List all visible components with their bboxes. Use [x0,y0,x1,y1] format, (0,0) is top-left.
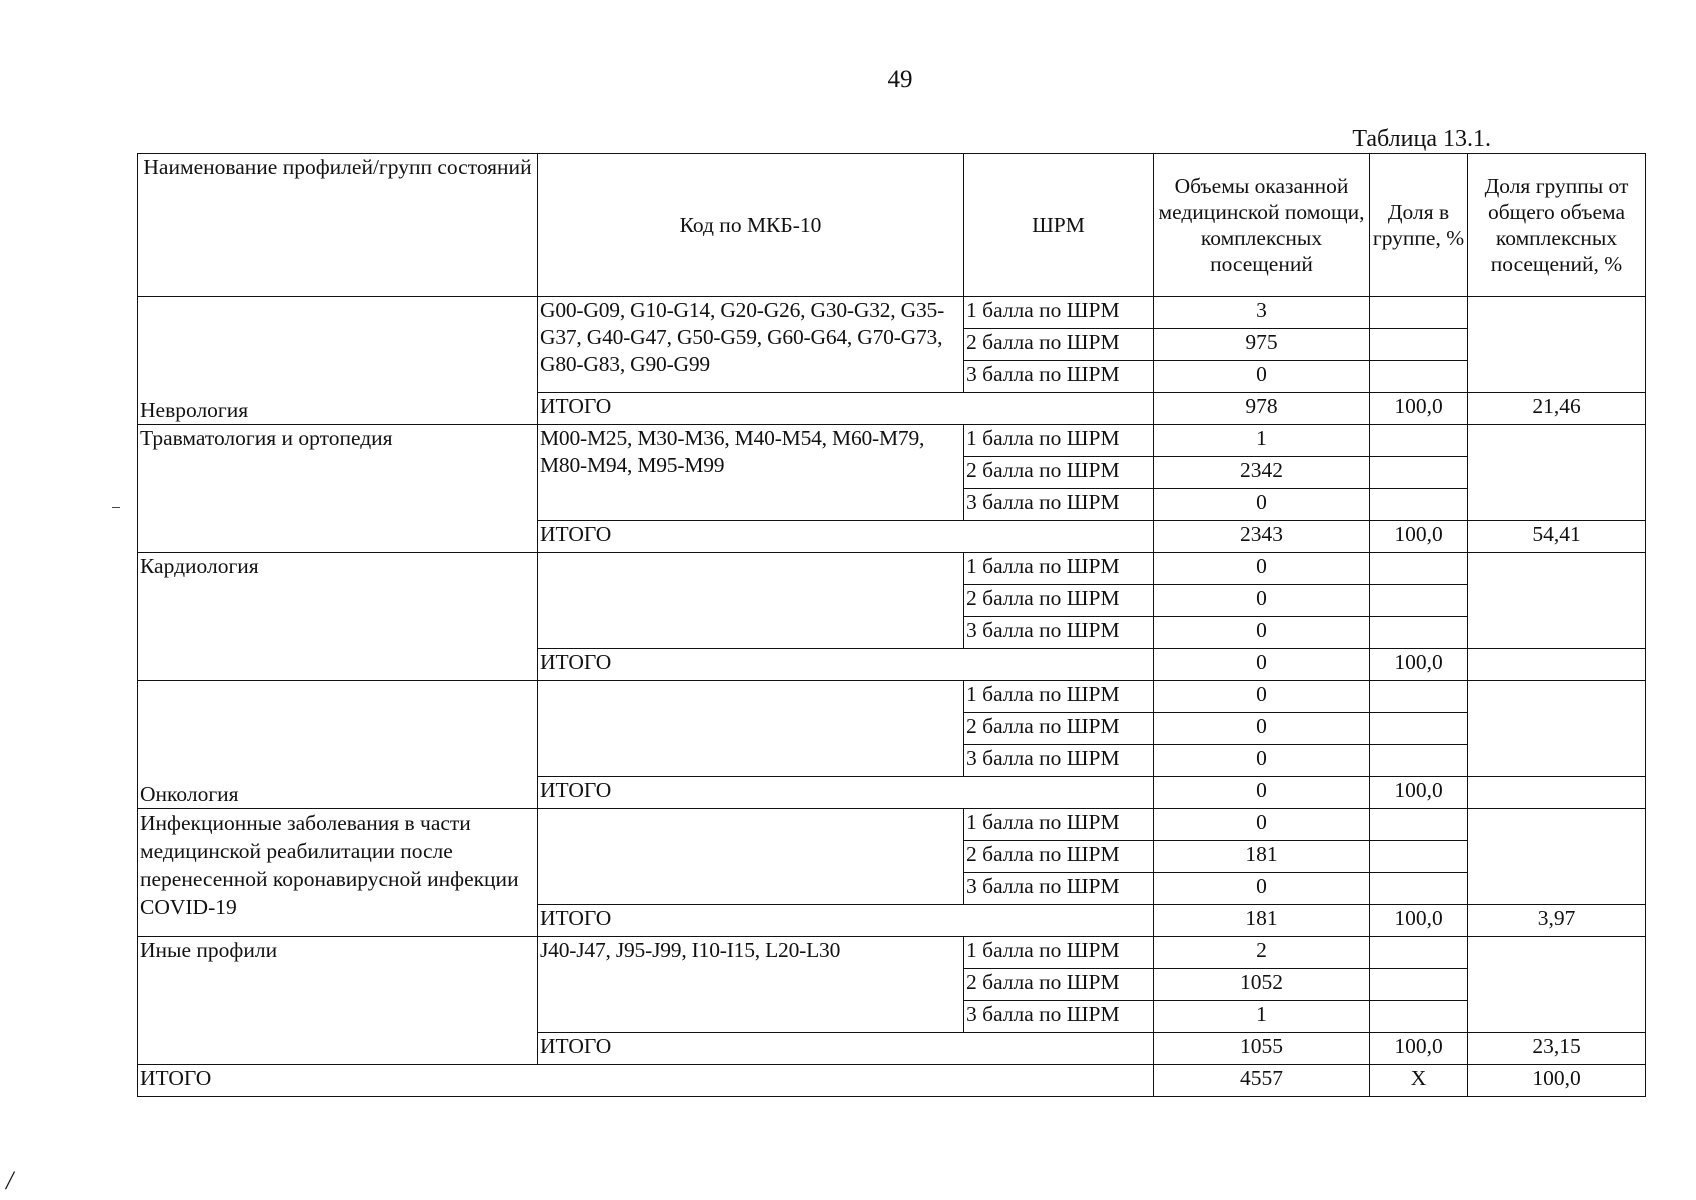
share-group-cell [1370,681,1468,713]
volume-cell: 2 [1154,937,1370,969]
icd-code-cell: M00-M25, M30-M36, M40-M54, M60-M79, M80-M94, M95-M99 [538,425,964,521]
grand-total-row [138,1065,1646,1097]
share-group-cell [1370,425,1468,457]
group-total-volume: 181 [1154,905,1370,937]
share-group-cell [1370,745,1468,777]
header-row [138,154,1646,297]
group-total-volume: 978 [1154,393,1370,425]
shrm-label-cell: 3 балла по ШРМ [964,489,1154,521]
group-total-share-group: 100,0 [1370,649,1468,681]
share-group-cell [1370,937,1468,969]
shrm-label-cell: 1 балла по ШРМ [964,425,1154,457]
group-total-label: ИТОГО [538,777,1154,809]
shrm-label-cell: 3 балла по ШРМ [964,745,1154,777]
table-row [138,297,1646,329]
share-group-cell [1370,873,1468,905]
header-volume: Объемы оказанной медицинской помощи, комплексных посещений [1154,154,1370,297]
group-total-share-total: 54,41 [1468,521,1646,553]
shrm-label-cell: 2 балла по ШРМ [964,457,1154,489]
icd-code-cell: J40-J47, J95-J99, I10-I15, L20-L30 [538,937,964,1033]
share-group-cell [1370,809,1468,841]
profile-cell: Травматология и ортопедия [138,425,538,553]
grand-total-label: ИТОГО [138,1065,1154,1097]
shrm-label-cell: 3 балла по ШРМ [964,361,1154,393]
volume-cell: 0 [1154,585,1370,617]
share-total-cell [1468,809,1646,905]
shrm-label-cell: 1 балла по ШРМ [964,937,1154,969]
header-profile: Наименование профилей/групп состояний [138,154,538,297]
share-group-cell [1370,489,1468,521]
volume-cell: 975 [1154,329,1370,361]
shrm-label-cell: 3 балла по ШРМ [964,617,1154,649]
share-group-cell [1370,713,1468,745]
volume-cell: 3 [1154,297,1370,329]
table-row [138,809,1646,841]
group-total-share-group: 100,0 [1370,521,1468,553]
icd-code-cell [538,553,964,649]
table-row [138,425,1646,457]
group-total-volume: 0 [1154,777,1370,809]
table-caption: Таблица 13.1. [1352,126,1491,152]
header-code: Код по МКБ-10 [538,154,964,297]
page-number: 49 [887,66,913,93]
volume-cell: 0 [1154,553,1370,585]
share-total-cell [1468,297,1646,393]
share-group-cell [1370,361,1468,393]
share-total-cell [1468,553,1646,649]
share-total-cell [1468,681,1646,777]
share-group-cell [1370,969,1468,1001]
group-total-label: ИТОГО [538,1033,1154,1065]
share-group-cell [1370,297,1468,329]
group-total-share-total [1468,649,1646,681]
group-total-volume: 1055 [1154,1033,1370,1065]
shrm-label-cell: 1 балла по ШРМ [964,297,1154,329]
group-total-volume: 0 [1154,649,1370,681]
volume-cell: 1052 [1154,969,1370,1001]
grand-total-share-group: X [1370,1065,1468,1097]
group-total-share-total [1468,777,1646,809]
icd-code-cell [538,681,964,777]
header-shrm: ШРМ [964,154,1154,297]
shrm-label-cell: 2 балла по ШРМ [964,969,1154,1001]
share-total-cell [1468,425,1646,521]
group-total-share-group: 100,0 [1370,905,1468,937]
header-share-total: Доля группы от общего объема комплексных посещений, % [1468,154,1646,297]
volume-cell: 0 [1154,489,1370,521]
shrm-label-cell: 1 балла по ШРМ [964,809,1154,841]
table-row [138,937,1646,969]
group-total-label: ИТОГО [538,521,1154,553]
profile-cell: Онкология [138,681,538,809]
volume-cell: 181 [1154,841,1370,873]
volume-cell: 0 [1154,809,1370,841]
shrm-label-cell: 2 балла по ШРМ [964,841,1154,873]
group-total-share-group: 100,0 [1370,777,1468,809]
table-row [138,681,1646,713]
share-group-cell [1370,457,1468,489]
margin-mark: / [6,1166,14,1195]
share-group-cell [1370,585,1468,617]
group-total-share-group: 100,0 [1370,393,1468,425]
grand-total-volume: 4557 [1154,1065,1370,1097]
shrm-label-cell: 3 балла по ШРМ [964,1001,1154,1033]
shrm-label-cell: 2 балла по ШРМ [964,713,1154,745]
group-total-label: ИТОГО [538,649,1154,681]
volume-cell: 1 [1154,425,1370,457]
table-row [138,553,1646,585]
share-group-cell [1370,329,1468,361]
shrm-label-cell: 1 балла по ШРМ [964,681,1154,713]
group-total-share-group: 100,0 [1370,1033,1468,1065]
icd-code-cell: G00-G09, G10-G14, G20-G26, G30-G32, G35-G37, G40-G47, G50-G59, G60-G64, G70-G73, G80-G83, G90-G99 [538,297,964,393]
share-total-cell [1468,937,1646,1033]
volume-cell: 0 [1154,361,1370,393]
group-total-volume: 2343 [1154,521,1370,553]
shrm-label-cell: 2 балла по ШРМ [964,329,1154,361]
group-total-label: ИТОГО [538,393,1154,425]
profile-cell: Кардиология [138,553,538,681]
group-total-share-total: 3,97 [1468,905,1646,937]
group-total-share-total: 21,46 [1468,393,1646,425]
profile-cell: Иные профили [138,937,538,1065]
share-group-cell [1370,553,1468,585]
volume-cell: 0 [1154,681,1370,713]
icd-code-cell [538,809,964,905]
data-table [137,153,1646,1097]
volume-cell: 0 [1154,873,1370,905]
volume-cell: 0 [1154,617,1370,649]
volume-cell: 0 [1154,713,1370,745]
volume-cell: 1 [1154,1001,1370,1033]
share-group-cell [1370,841,1468,873]
shrm-label-cell: 1 балла по ШРМ [964,553,1154,585]
grand-total-share-total: 100,0 [1468,1065,1646,1097]
share-group-cell [1370,617,1468,649]
profile-cell: Инфекционные заболевания в части медицинской реабилитации после перенесенной коронавирусной инфекции COVID-19 [138,809,538,937]
share-group-cell [1370,1001,1468,1033]
shrm-label-cell: 3 балла по ШРМ [964,873,1154,905]
volume-cell: 0 [1154,745,1370,777]
profile-cell: Неврология [138,297,538,425]
group-total-label: ИТОГО [538,905,1154,937]
margin-tick [112,507,120,508]
table-body [138,297,1646,1097]
shrm-label-cell: 2 балла по ШРМ [964,585,1154,617]
header-share-group: Доля в группе, % [1370,154,1468,297]
group-total-share-total: 23,15 [1468,1033,1646,1065]
volume-cell: 2342 [1154,457,1370,489]
